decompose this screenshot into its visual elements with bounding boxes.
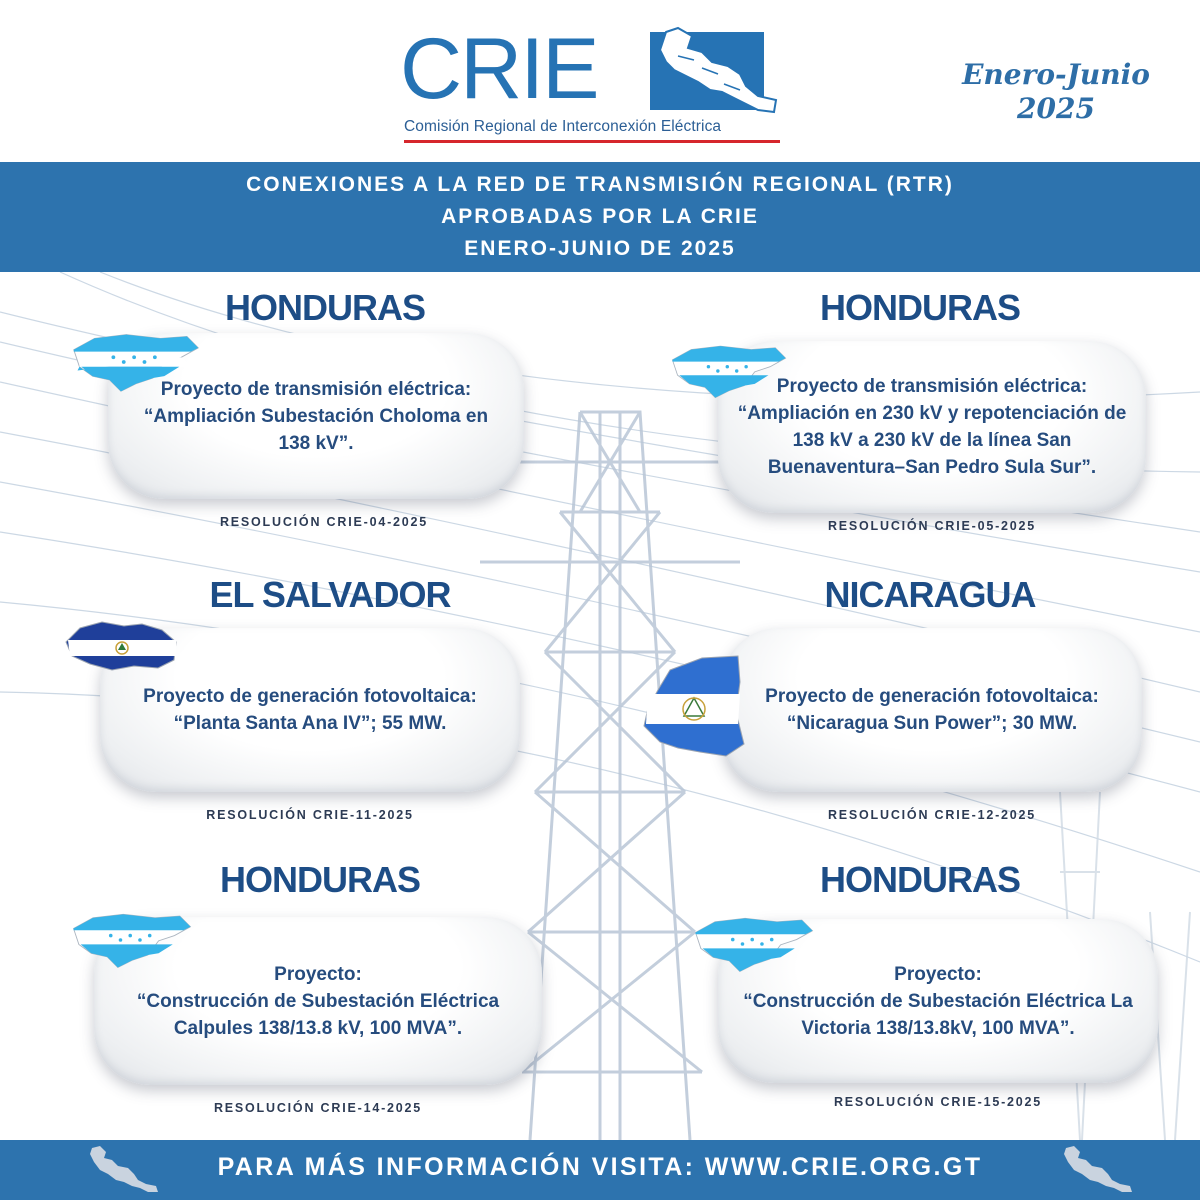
- country-title: HONDURAS: [819, 287, 1020, 328]
- project-name: “Ampliación Subestación Choloma en 138 kV”.: [143, 405, 489, 454]
- project-name: “Nicaragua Sun Power”; 30 MW.: [786, 713, 1078, 734]
- resolution-label: RESOLUCIÓN CRIE-11-2025: [206, 808, 414, 822]
- project-card: [660, 857, 1180, 1119]
- country-title: EL SALVADOR: [209, 574, 451, 615]
- country-title: HONDURAS: [219, 859, 420, 900]
- title-band: [0, 162, 1200, 272]
- period-year: 2025: [1017, 92, 1095, 125]
- resolution-label: RESOLUCIÓN CRIE-04-2025: [219, 515, 429, 529]
- project-type: Proyecto de transmisión eléctrica:: [160, 378, 472, 400]
- project-name: “Planta Santa Ana IV”; 55 MW.: [173, 713, 447, 734]
- project-name: “Construcción de Subestación Eléctrica Calpules 138/13.8 kV, 100 MVA”.: [136, 990, 500, 1039]
- project-type: Proyecto de generación fotovoltaica:: [765, 686, 1099, 707]
- project-type: Proyecto:: [894, 963, 982, 985]
- honduras-flag-map-icon: [692, 913, 816, 975]
- project-card: [60, 857, 540, 1123]
- central-america-map-icon: [1060, 1144, 1136, 1196]
- title-line-1: CONEXIONES A LA RED DE TRANSMISIÓN REGIONAL (RTR): [246, 173, 954, 196]
- logo-wordmark: CRIE: [400, 21, 598, 117]
- footer-bar: [0, 1140, 1200, 1200]
- resolution-label: RESOLUCIÓN CRIE-12-2025: [827, 808, 1037, 822]
- logo-subtitle: Comisión Regional de Interconexión Eléctrica: [404, 118, 722, 135]
- header: [0, 0, 1200, 162]
- honduras-flag-map-icon: [70, 909, 194, 971]
- nicaragua-flag-map-icon: [640, 652, 750, 762]
- project-card: [60, 572, 540, 828]
- crie-logo: [400, 18, 800, 148]
- resolution-label: RESOLUCIÓN CRIE-14-2025: [213, 1101, 423, 1115]
- footer-website-text[interactable]: PARA MÁS INFORMACIÓN VISITA: WWW.CRIE.ORG.GT: [217, 1153, 983, 1181]
- title-line-3: ENERO-JUNIO DE 2025: [464, 237, 736, 260]
- project-type: Proyecto:: [274, 963, 362, 985]
- project-card: [660, 285, 1180, 545]
- project-name: “Construcción de Subestación Eléctrica La Victoria 138/13.8kV, 100 MVA”.: [743, 990, 1133, 1039]
- period-months: Enero-Junio: [962, 58, 1150, 91]
- country-title: HONDURAS: [819, 859, 1020, 900]
- el-salvador-flag-map-icon: [62, 616, 182, 676]
- project-card: [60, 285, 540, 535]
- central-america-logo-icon: [648, 26, 780, 118]
- project-type: Proyecto de generación fotovoltaica:: [143, 686, 477, 707]
- resolution-label: RESOLUCIÓN CRIE-05-2025: [827, 519, 1037, 533]
- logo-underline: [404, 140, 780, 143]
- project-type: Proyecto de transmisión eléctrica:: [776, 376, 1088, 397]
- country-title: NICARAGUA: [824, 574, 1036, 615]
- country-title: HONDURAS: [224, 287, 425, 328]
- project-description-pill: [722, 628, 1142, 792]
- title-line-2: APROBADAS POR LA CRIE: [441, 205, 759, 228]
- period-label: [956, 58, 1156, 126]
- honduras-flag-map-icon: [666, 341, 792, 401]
- honduras-flag-map-icon: [66, 329, 206, 395]
- project-name: “Ampliación en 230 kV y repotenciación de 138 kV a 230 kV de la línea San Buenaventura–San Pedro Sula Sur”.: [737, 403, 1127, 478]
- project-card: [640, 572, 1180, 828]
- resolution-label: RESOLUCIÓN CRIE-15-2025: [833, 1095, 1043, 1109]
